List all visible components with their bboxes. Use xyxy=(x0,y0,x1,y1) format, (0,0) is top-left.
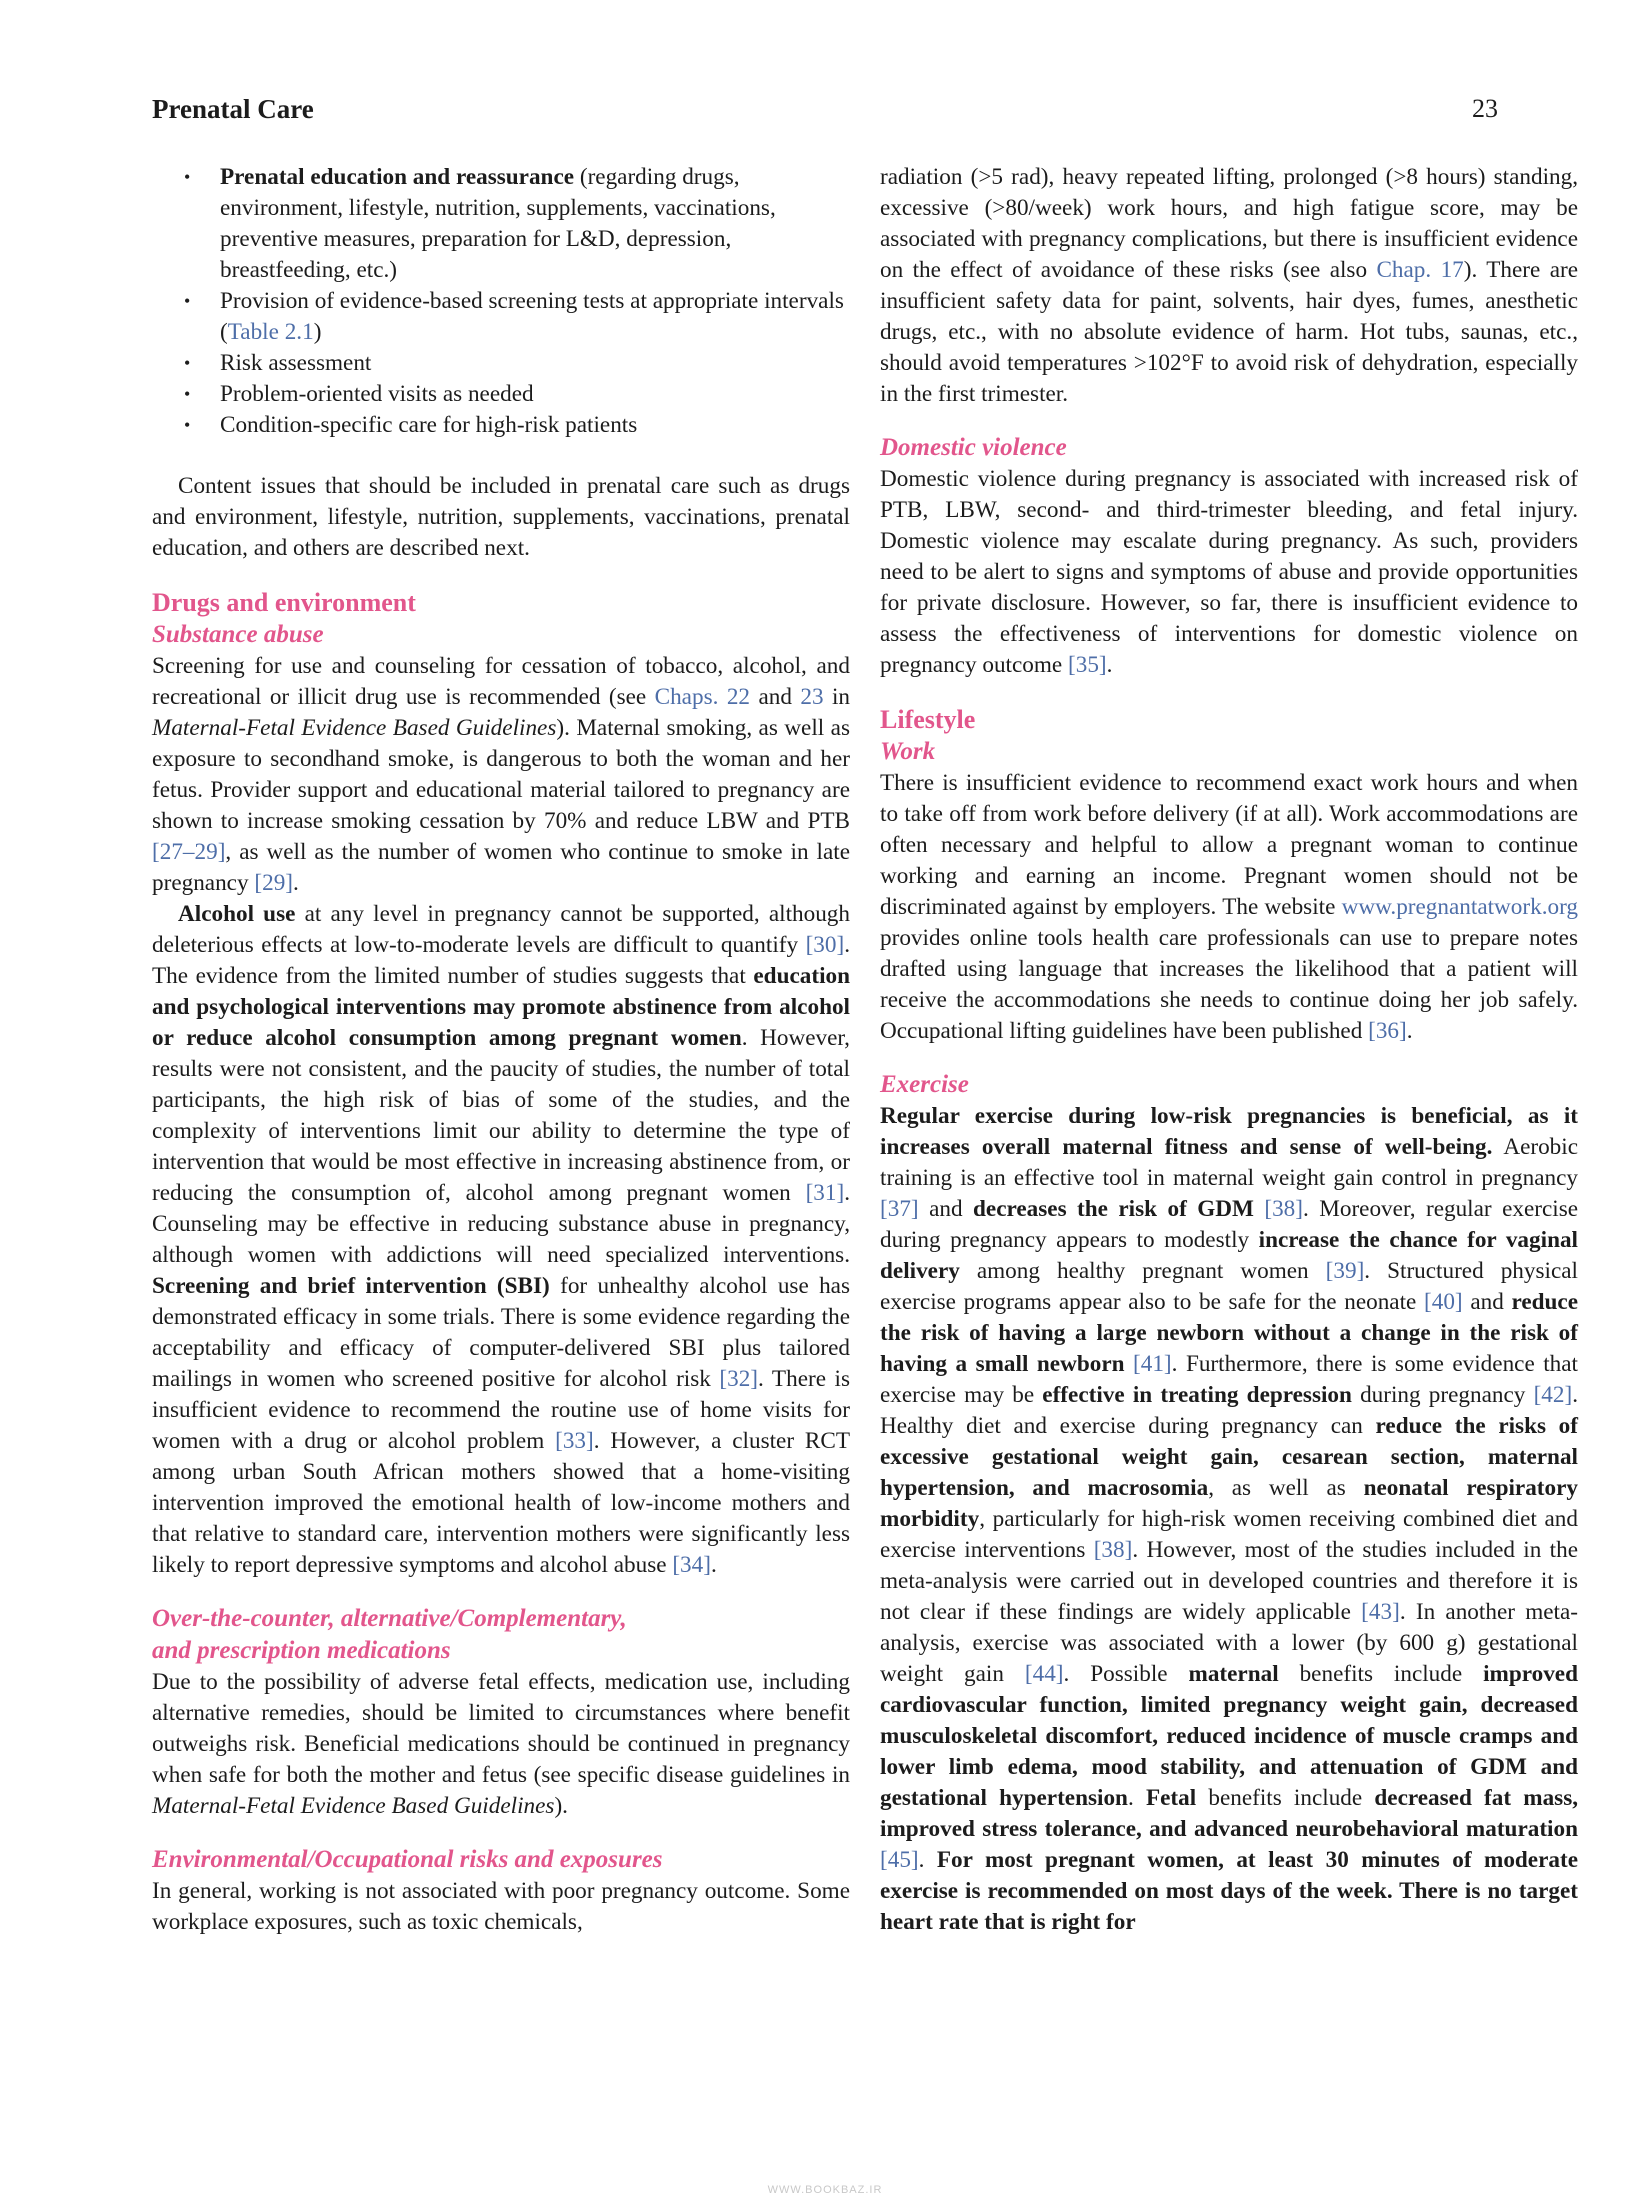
substance-abuse-paragraph: Screening for use and counseling for cessation of tobacco, alcohol, and recreational or illicit drug use is recommended (see Chaps. 22 and 23 in Maternal-Fetal Evidence Based Guidelines). Maternal smoking, as well as exposure to secondhand smoke, is dangerous to both the woman and her fetus. Provider support and educational material tailored to pregnancy are shown to increase smoking cessation by 70% and reduce LBW and PTB [27–29], as well as the number of women who continue to smoke in late pregnancy [29]. xyxy=(152,653,851,896)
citation-link[interactable]: [42] xyxy=(1533,1382,1573,1408)
citation-link[interactable]: [27–29] xyxy=(152,839,226,865)
citation-link[interactable]: [43] xyxy=(1361,1599,1400,1625)
citation-link[interactable]: [35] xyxy=(1068,652,1107,678)
page-header xyxy=(152,94,1498,134)
exercise-heading: Exercise xyxy=(880,1071,969,1098)
alcohol-use-paragraph: Alcohol use at any level in pregnancy cannot be supported, although deleterious effects at low-to-moderate levels are difficult to quantify [30]. The evidence from the limited number of studies suggests that education and psychological interventions may promote abstinence from alcohol or reduce alcohol consumption among pregnant women. However, results were not consistent, and the paucity of studies, the number of total participants, the high risk of bias of some of the studies, and the complexity of interventions limit our ability to determine the type of intervention that would be most effective in increasing abstinence from, or reducing the consumption of, alcohol among pregnant women [31]. Counseling may be effective in reducing substance abuse in pregnancy, although women with addictions will need specialized interventions. Screening and brief intervention (SBI) for unhealthy alcohol use has demonstrated efficacy in some trials. There is some evidence regarding the acceptability and efficacy of computer-delivered SBI plus tailored mailings in women who screened positive for alcohol risk [32]. There is insufficient evidence to recommend the routine use of home visits for women with a drug or alcohol problem [33]. However, a cluster RCT among urban South African mothers showed that a home-visiting intervention improved the emotional health of low-income mothers and that relative to standard care, intervention mothers were significantly less likely to report depressive symptoms and alcohol abuse [34]. xyxy=(152,901,850,1578)
citation-link[interactable]: [30] xyxy=(805,932,845,958)
list-item: • Provision of evidence-based screening tests at appropriate intervals (Table 2.1) xyxy=(220,286,850,348)
citation-link[interactable]: [38] xyxy=(1264,1196,1303,1222)
citation-link[interactable]: [29] xyxy=(254,870,294,896)
lifestyle-heading: Lifestyle xyxy=(880,705,976,734)
list-item: • Prenatal education and reassurance (regarding drugs, environment, lifestyle, nutrition, supplements, vaccinations, preventive measures, preparation for L&D, depression, breastfeeding, etc.) xyxy=(220,162,850,286)
list-item: • Condition-specific care for high-risk patients xyxy=(220,410,850,441)
running-title: Prenatal Care xyxy=(152,94,314,124)
chapter-reference-link[interactable]: Chaps. 22 xyxy=(654,684,751,710)
page-number: 23 xyxy=(1472,94,1498,123)
work-paragraph: There is insufficient evidence to recommend exact work hours and when to take off from work before delivery (if at all). Work accommodations are often necessary and helpful to allow a pregnant woman to continue working and earning an income. Pregnant women should not be discriminated against by employers. The website www.pregnantatwork.org provides online tools health care professionals can use to prepare notes drafted using language that increases the likelihood that a patient will receive the accommodations she needs to continue doing her job safely. Occupational lifting guidelines have been published [36]. xyxy=(880,770,1578,1044)
citation-link[interactable]: [31] xyxy=(805,1180,845,1206)
citation-link[interactable]: [45] xyxy=(880,1847,919,1873)
substance-abuse-heading: Substance abuse xyxy=(152,621,324,648)
citation-link[interactable]: [36] xyxy=(1368,1018,1407,1044)
citation-link[interactable]: [33] xyxy=(555,1428,594,1454)
medications-paragraph: Due to the possibility of adverse fetal effects, medication use, including alternative remedies, should be limited to circumstances where benefit outweighs risk. Beneficial medications should be continued in pregnancy when safe for both the mother and fetus (see specific disease guidelines in Maternal-Fetal Evidence Based Guidelines). xyxy=(152,1669,850,1819)
environmental-risks-paragraph: In general, working is not associated with poor pregnancy outcome. Some workplace exposures, such as toxic chemicals, xyxy=(152,1878,850,1935)
environmental-risks-continued: radiation (>5 rad), heavy repeated lifting, prolonged (>8 hours) standing, excessive (>80/week) work hours, and high fatigue score, may be associated with pregnancy complications, but there is insufficient evidence on the effect of avoidance of these risks (see also Chap. 17). There are insufficient safety data for paint, solvents, hair dyes, fumes, anesthetic drugs, etc., with no absolute evidence of harm. Hot tubs, saunas, etc., should avoid temperatures >102°F to avoid risk of dehydration, especially in the first trimester. xyxy=(880,164,1578,407)
citation-link[interactable]: [38] xyxy=(1093,1537,1133,1563)
intro-paragraph: Content issues that should be included in prenatal care such as drugs and environment, lifestyle, nutrition, supplements, vaccinations, prenatal education, and others are described next. xyxy=(152,473,850,561)
citation-link[interactable]: [40] xyxy=(1424,1289,1463,1315)
drugs-environment-heading: Drugs and environment xyxy=(152,588,416,617)
citation-link[interactable]: [37] xyxy=(880,1196,919,1222)
list-item: • Risk assessment xyxy=(220,348,850,379)
footer-watermark: WWW.BOOKBAZ.IR xyxy=(767,2184,883,2196)
medications-heading: Over-the-counter, alternative/Complementary, and prescription medications xyxy=(152,1605,627,1664)
citation-link[interactable]: [44] xyxy=(1024,1661,1064,1687)
website-link[interactable]: www.pregnantatwork.org xyxy=(1341,894,1578,920)
chapter-reference-link[interactable]: Chap. 17 xyxy=(1376,257,1464,283)
citation-link[interactable]: [34] xyxy=(672,1552,711,1578)
environmental-risks-heading: Environmental/Occupational risks and exposures xyxy=(152,1846,663,1873)
citation-link[interactable]: [41] xyxy=(1133,1351,1172,1377)
work-heading: Work xyxy=(880,738,936,765)
domestic-violence-heading: Domestic violence xyxy=(880,434,1067,461)
prenatal-care-bullet-list xyxy=(152,162,850,441)
left-column xyxy=(152,162,850,1938)
citation-link[interactable]: [39] xyxy=(1325,1258,1365,1284)
right-column xyxy=(880,162,1578,1938)
table-reference-link[interactable]: Table 2.1 xyxy=(227,319,314,345)
citation-link[interactable]: [32] xyxy=(719,1366,759,1392)
domestic-violence-paragraph: Domestic violence during pregnancy is associated with increased risk of PTB, LBW, second- and third-trimester bleeding, and fetal injury. Domestic violence may escalate during pregnancy. As such, providers need to be alert to signs and symptoms of abuse and provide opportunities for private disclosure. However, so far, there is insufficient evidence to assess the effectiveness of interventions for domestic violence on pregnancy outcome [35]. xyxy=(880,466,1578,678)
list-item: • Problem-oriented visits as needed xyxy=(220,379,850,410)
chapter-reference-link[interactable]: 23 xyxy=(800,684,824,710)
exercise-paragraph: Regular exercise during low-risk pregnancies is beneficial, as it increases overall maternal fitness and sense of well-being. Aerobic training is an effective tool in maternal weight gain control in pregnancy [37] and decreases the risk of GDM [38]. Moreover, regular exercise during pregnancy appears to modestly increase the chance for vaginal delivery among healthy pregnant women [39]. Structured physical exercise programs appear also to be safe for the neonate [40] and reduce the risk of having a large newborn without a change in the risk of having a small newborn [41]. Furthermore, there is some evidence that exercise may be effective in treating depression during pregnancy [42]. Healthy diet and exercise during pregnancy can reduce the risks of excessive gestational weight gain, cesarean section, maternal hypertension, and macrosomia, as well as neonatal respiratory morbidity, particularly for high-risk women receiving combined diet and exercise interventions [38]. However, most of the studies included in the meta-analysis were carried out in developed countries and therefore it is not clear if these findings are widely applicable [43]. In another meta-analysis, exercise was associated with a lower (by 600 g) gestational weight gain [44]. Possible maternal benefits include improved cardiovascular function, limited pregnancy weight gain, decreased musculoskeletal discomfort, reduced incidence of muscle cramps and lower limb edema, mood stability, and attenuation of GDM and gestational hypertension. Fetal benefits include decreased fat mass, improved stress tolerance, and advanced neurobehavioral maturation [45]. For most pregnant women, at least 30 minutes of moderate exercise is recommended on most days of the week. There is no target heart rate that is right for xyxy=(880,1103,1579,1935)
